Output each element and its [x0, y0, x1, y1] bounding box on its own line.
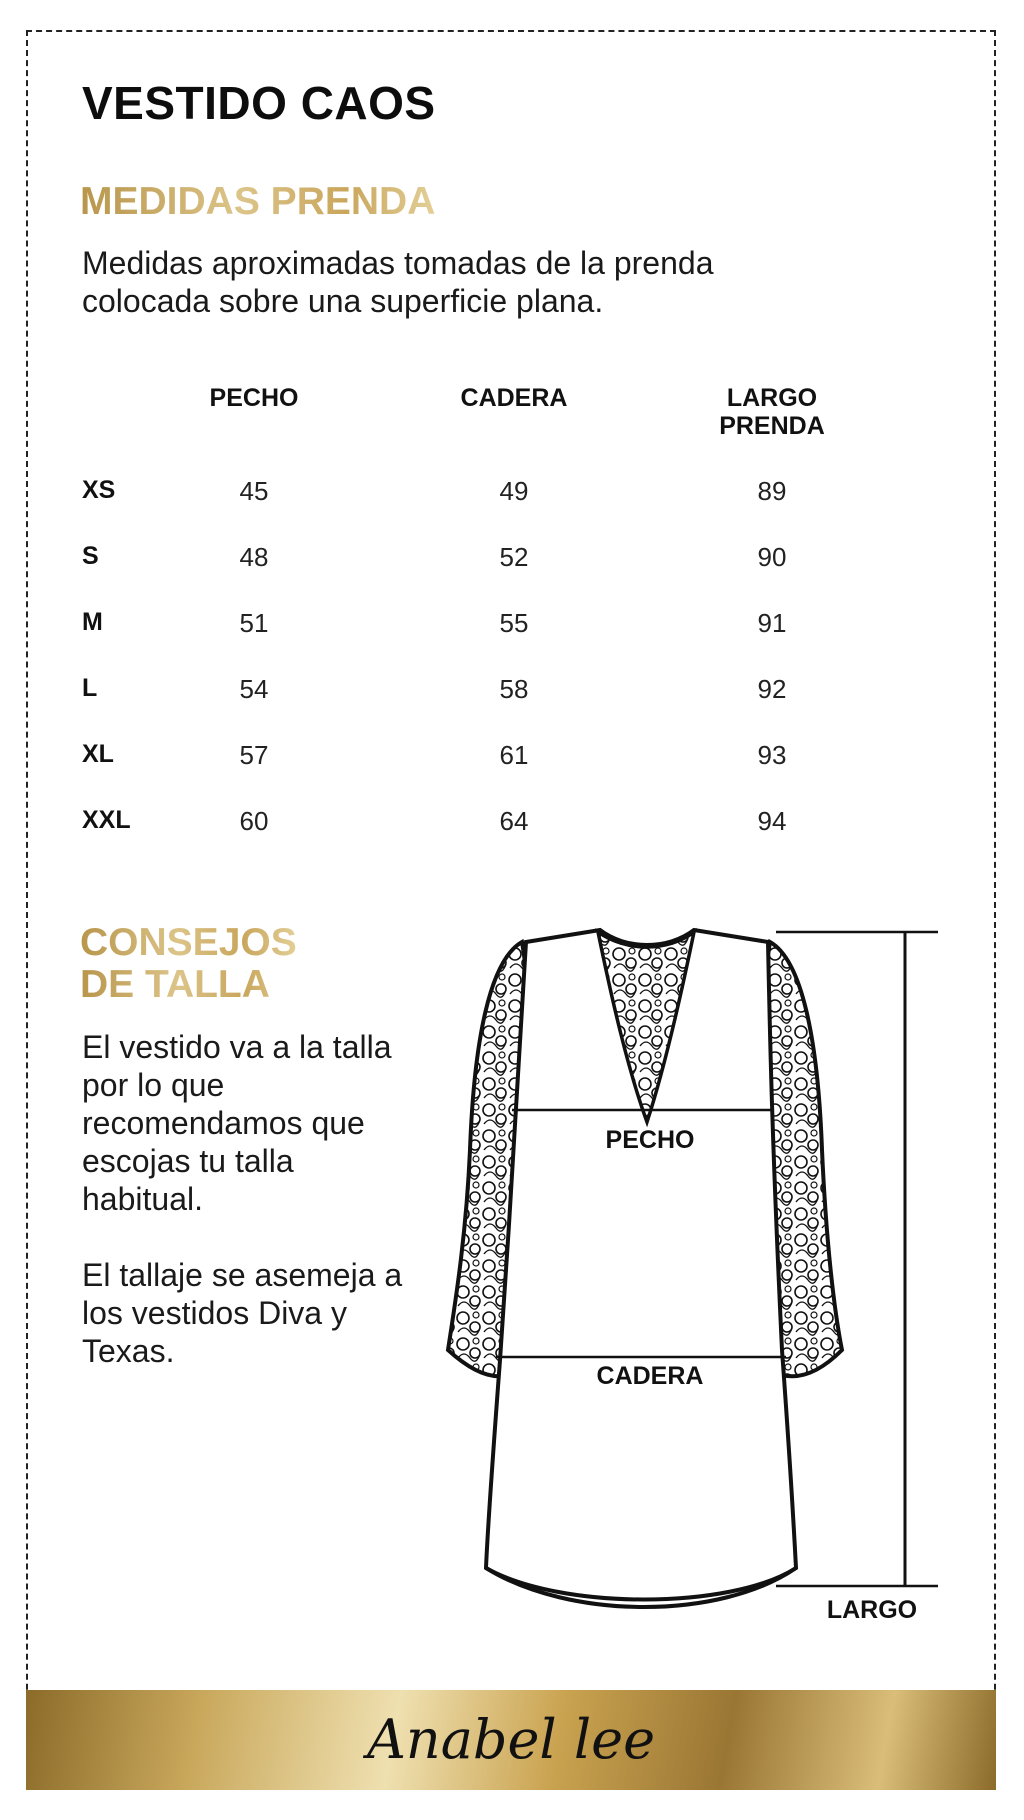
size-label: XS [82, 476, 116, 504]
measurements-intro: Medidas aproximadas tomadas de la prenda colocada sobre una superficie plana. [82, 245, 714, 319]
size-label: XL [82, 740, 114, 768]
table-cell: 92 [757, 674, 787, 704]
table-cell: 54 [239, 674, 269, 704]
size-label: XXL [82, 806, 131, 834]
table-cell: 93 [757, 740, 787, 770]
column-header-largo-text: LARGO PRENDA [719, 384, 825, 440]
table-cell: 51 [239, 608, 269, 638]
chest-label: PECHO [605, 1126, 695, 1154]
length-label: LARGO [826, 1596, 918, 1624]
table-cell: 91 [757, 608, 787, 638]
measurements-heading: MEDIDAS PRENDA [80, 180, 436, 223]
column-header-largo [672, 384, 872, 440]
table-cell: 64 [499, 806, 529, 836]
tips-heading-line1: CONSEJOS [80, 921, 297, 964]
table-cell: 60 [239, 806, 269, 836]
tip-paragraph-similar: El tallaje se asemeja a los vestidos Diva y Texas. [82, 1257, 403, 1369]
tips-heading [80, 922, 297, 1006]
table-cell: 58 [499, 674, 529, 704]
tip-paragraph-fit: El vestido va a la talla por lo que recomendamos que escojas tu talla habitual. [82, 1029, 392, 1217]
table-cell: 45 [239, 476, 269, 506]
table-cell: 90 [757, 542, 787, 572]
dress-diagram [430, 920, 950, 1640]
page-title: VESTIDO CAOS [82, 77, 436, 129]
column-header-pecho: PECHO [209, 384, 299, 412]
table-cell: 61 [499, 740, 529, 770]
table-cell: 55 [499, 608, 529, 638]
table-cell: 48 [239, 542, 269, 572]
size-label: L [82, 674, 98, 702]
column-header-cadera: CADERA [460, 384, 568, 412]
footer-brand-band [26, 1690, 996, 1790]
table-cell: 52 [499, 542, 529, 572]
tips-heading-line2: DE TALLA [80, 963, 270, 1006]
table-cell: 94 [757, 806, 787, 836]
table-cell: 57 [239, 740, 269, 770]
table-cell: 49 [499, 476, 529, 506]
brand-logo-text: Anabel lee [366, 1708, 656, 1771]
size-label: S [82, 542, 99, 570]
table-cell: 89 [757, 476, 787, 506]
hip-label: CADERA [596, 1362, 704, 1390]
size-label: M [82, 608, 103, 636]
